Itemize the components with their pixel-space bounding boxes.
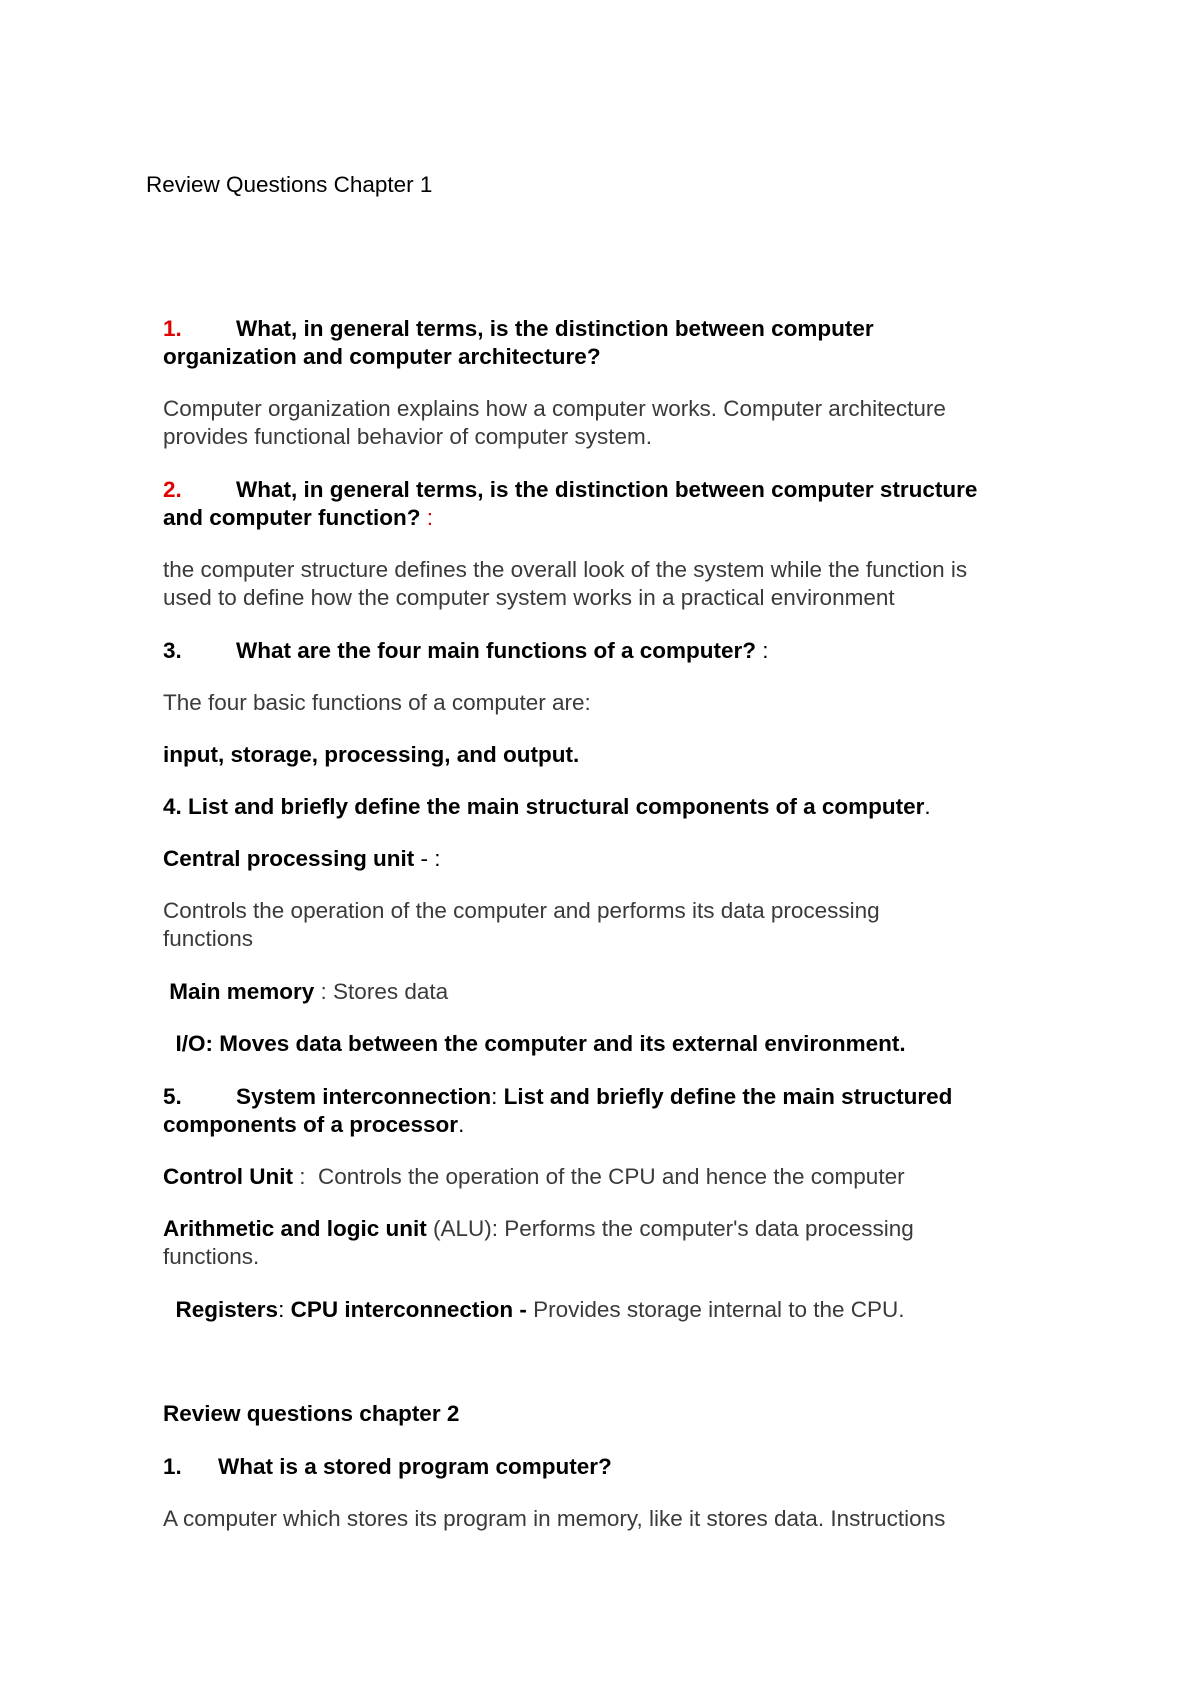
ch1-q1-text1: What, in general terms, is the distinction between computer xyxy=(236,316,874,341)
ch1-q5-period2: . xyxy=(458,1112,465,1137)
ch1-q5-cu-label: Control Unit xyxy=(163,1164,293,1189)
ch1-q1-number: 1. xyxy=(163,316,182,341)
ch1-q5-alu-desc-line2: functions. xyxy=(163,1244,260,1269)
ch1-q5-bold2: components of a processor xyxy=(163,1112,459,1137)
ch1-q5-reg-colon: : xyxy=(278,1297,285,1322)
ch1-q5-bold1: System interconnection xyxy=(236,1084,492,1109)
ch1-q4-text: 4. List and briefly define the main structural components of a computer xyxy=(163,794,925,819)
ch1-q4-mem-line xyxy=(163,978,448,1006)
page-title: Review Questions Chapter 1 xyxy=(146,172,433,197)
ch1-q2-answer-line2: used to define how the computer system works in a practical environment xyxy=(163,585,895,610)
ch1-q2-answer-line1: the computer structure defines the overall look of the system while the function is xyxy=(163,557,968,582)
ch1-q4-mem-label: Main memory xyxy=(163,979,315,1004)
ch1-q2-text1: What, in general terms, is the distinction between computer structure xyxy=(236,477,978,502)
ch1-q3-answer-intro: The four basic functions of a computer are: xyxy=(163,690,591,715)
ch1-q2-line1 xyxy=(163,476,977,504)
ch1-q1-answer-line2: provides functional behavior of computer system. xyxy=(163,424,652,449)
ch1-q2-line2 xyxy=(163,504,433,532)
ch1-q4-io-line: I/O: Moves data between the computer and its external environment. xyxy=(163,1031,906,1056)
ch1-q4-cpu-sep: - : xyxy=(414,846,441,871)
ch1-q3-line xyxy=(163,637,769,665)
ch1-q5-colon1: : xyxy=(491,1084,498,1109)
ch1-q4-period: . xyxy=(924,794,931,819)
ch1-q4-cpu-line xyxy=(163,845,441,873)
ch1-q5-reg-desc: Provides storage internal to the CPU. xyxy=(533,1297,905,1322)
ch1-q4-cpu-label: Central processing unit xyxy=(163,846,415,871)
ch1-q5-rest1: List and briefly define the main structured xyxy=(497,1084,953,1109)
ch1-q2-number: 2. xyxy=(163,477,182,502)
ch1-q2-text2: and computer function? xyxy=(163,505,421,530)
ch1-q4-cpu-desc-line1: Controls the operation of the computer and performs its data processing xyxy=(163,898,880,923)
ch1-q5-cu-desc: : Controls the operation of the CPU and hence the computer xyxy=(292,1164,905,1189)
ch2-q1-number: 1. xyxy=(163,1454,182,1479)
ch1-q3-text: What are the four main functions of a computer? xyxy=(236,638,757,663)
ch1-q5-cu-line xyxy=(163,1163,905,1191)
ch1-q3-colon: : xyxy=(756,638,769,663)
ch1-q3-number: 3. xyxy=(163,638,182,663)
ch1-q3-answer-bold: input, storage, processing, and output. xyxy=(163,742,580,767)
ch1-q5-line2 xyxy=(163,1111,464,1139)
ch1-q5-number: 5. xyxy=(163,1084,182,1109)
ch1-q5-alu-desc: (ALU): Performs the computer's data processing xyxy=(426,1216,914,1241)
ch1-q2-colon: : xyxy=(420,505,434,530)
ch1-q1-answer-line1: Computer organization explains how a computer works. Computer architecture xyxy=(163,396,946,421)
ch1-q5-alu-label: Arithmetic and logic unit xyxy=(163,1216,427,1241)
ch1-q4-line xyxy=(163,793,931,821)
ch2-title: Review questions chapter 2 xyxy=(163,1401,460,1426)
ch2-q1-answer-line1: A computer which stores its program in memory, like it stores data. Instructions xyxy=(163,1506,946,1531)
ch1-q4-cpu-desc-line2: functions xyxy=(163,926,254,951)
ch1-q5-alu-line xyxy=(163,1215,914,1243)
ch1-q5-reg-label: Registers xyxy=(163,1297,279,1322)
ch1-q1-line2: organization and computer architecture? xyxy=(163,344,601,369)
ch1-q5-reg-line xyxy=(163,1296,905,1324)
ch2-q1-text: What is a stored program computer? xyxy=(218,1454,612,1479)
ch1-q4-mem-desc: : Stores data xyxy=(314,979,449,1004)
ch1-q1-line1 xyxy=(163,315,874,343)
ch2-q1-line xyxy=(163,1453,612,1481)
ch1-q5-line1 xyxy=(163,1083,952,1111)
ch1-q5-reg-bold: CPU interconnection - xyxy=(284,1297,534,1322)
